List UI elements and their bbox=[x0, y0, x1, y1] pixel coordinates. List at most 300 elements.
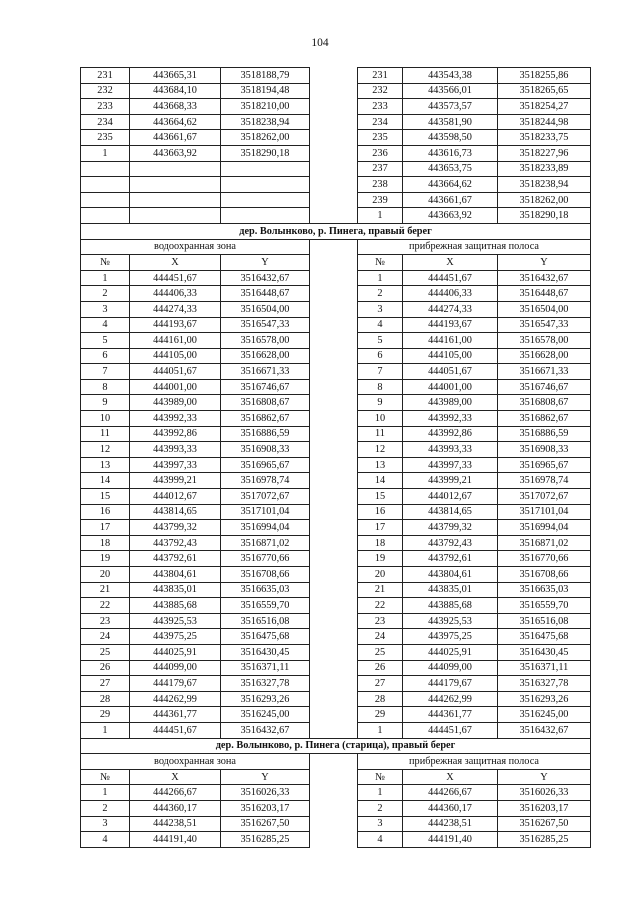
header-x: X bbox=[130, 255, 221, 271]
left-cell-x: 444238,51 bbox=[130, 816, 221, 832]
left-cell-x: 443663,92 bbox=[130, 145, 221, 161]
left-cell-y: 3516432,67 bbox=[221, 722, 310, 738]
left-cell-x: 443799,32 bbox=[130, 520, 221, 536]
left-cell-y: 3517072,67 bbox=[221, 489, 310, 505]
left-cell-y: 3518238,94 bbox=[221, 114, 310, 130]
spacer-cell bbox=[310, 255, 358, 271]
left-cell-x: 443684,10 bbox=[130, 83, 221, 99]
left-cell-y: 3516770,66 bbox=[221, 551, 310, 567]
left-cell-empty bbox=[81, 177, 130, 193]
table-row bbox=[81, 192, 591, 208]
right-cell-y: 3516770,66 bbox=[498, 551, 591, 567]
right-cell-x: 444238,51 bbox=[403, 816, 498, 832]
right-cell-no: 6 bbox=[358, 348, 403, 364]
left-cell-x: 444105,00 bbox=[130, 348, 221, 364]
right-cell-x: 443661,67 bbox=[403, 192, 498, 208]
left-cell-x: 444361,77 bbox=[130, 707, 221, 723]
left-cell-no: 3 bbox=[81, 816, 130, 832]
left-cell-x: 444191,40 bbox=[130, 832, 221, 848]
left-cell-empty bbox=[81, 192, 130, 208]
left-cell-no: 14 bbox=[81, 473, 130, 489]
left-cell-y: 3518210,00 bbox=[221, 99, 310, 115]
left-cell-empty bbox=[221, 208, 310, 224]
table-row bbox=[81, 270, 591, 286]
spacer-cell bbox=[310, 769, 358, 785]
right-cell-x: 444001,00 bbox=[403, 379, 498, 395]
left-cell-x: 444051,67 bbox=[130, 364, 221, 380]
right-cell-x: 444361,77 bbox=[403, 707, 498, 723]
right-cell-x: 444105,00 bbox=[403, 348, 498, 364]
spacer-cell bbox=[310, 348, 358, 364]
table-row bbox=[81, 395, 591, 411]
spacer-cell bbox=[310, 426, 358, 442]
left-cell-no: 12 bbox=[81, 442, 130, 458]
left-cell-y: 3518194,48 bbox=[221, 83, 310, 99]
section-title-row bbox=[81, 223, 591, 239]
left-cell-no: 22 bbox=[81, 598, 130, 614]
left-cell-x: 443792,43 bbox=[130, 535, 221, 551]
left-cell-no: 4 bbox=[81, 832, 130, 848]
spacer-cell bbox=[310, 177, 358, 193]
right-cell-x: 443566,01 bbox=[403, 83, 498, 99]
table-row bbox=[81, 473, 591, 489]
right-cell-no: 21 bbox=[358, 582, 403, 598]
table-row bbox=[81, 816, 591, 832]
right-cell-y: 3516559,70 bbox=[498, 598, 591, 614]
right-cell-no: 238 bbox=[358, 177, 403, 193]
left-cell-y: 3516516,08 bbox=[221, 613, 310, 629]
table-row bbox=[81, 832, 591, 848]
spacer-cell bbox=[310, 660, 358, 676]
water-protection-zone-label: водоохранная зона bbox=[81, 239, 310, 255]
spacer-cell bbox=[310, 208, 358, 224]
spacer-cell bbox=[310, 489, 358, 505]
left-cell-y: 3516245,00 bbox=[221, 707, 310, 723]
right-cell-x: 444191,40 bbox=[403, 832, 498, 848]
left-cell-y: 3516871,02 bbox=[221, 535, 310, 551]
spacer-cell bbox=[310, 520, 358, 536]
right-cell-no: 17 bbox=[358, 520, 403, 536]
coordinates-table bbox=[80, 67, 591, 848]
section-title-row bbox=[81, 738, 591, 754]
spacer-cell bbox=[310, 644, 358, 660]
left-cell-x: 444406,33 bbox=[130, 286, 221, 302]
right-cell-no: 233 bbox=[358, 99, 403, 115]
right-cell-no: 1 bbox=[358, 270, 403, 286]
right-cell-y: 3516547,33 bbox=[498, 317, 591, 333]
table-row bbox=[81, 489, 591, 505]
right-cell-no: 237 bbox=[358, 161, 403, 177]
right-cell-y: 3516448,67 bbox=[498, 286, 591, 302]
left-cell-no: 1 bbox=[81, 785, 130, 801]
left-cell-y: 3517101,04 bbox=[221, 504, 310, 520]
left-cell-no: 15 bbox=[81, 489, 130, 505]
right-cell-x: 443663,92 bbox=[403, 208, 498, 224]
right-cell-y: 3516978,74 bbox=[498, 473, 591, 489]
left-cell-no: 3 bbox=[81, 301, 130, 317]
header-y: Y bbox=[221, 255, 310, 271]
left-cell-no: 233 bbox=[81, 99, 130, 115]
right-cell-no: 7 bbox=[358, 364, 403, 380]
left-cell-empty bbox=[130, 208, 221, 224]
right-cell-y: 3518265,65 bbox=[498, 83, 591, 99]
left-cell-y: 3516862,67 bbox=[221, 411, 310, 427]
left-cell-y: 3516327,78 bbox=[221, 676, 310, 692]
left-cell-no: 27 bbox=[81, 676, 130, 692]
right-cell-x: 443792,43 bbox=[403, 535, 498, 551]
left-cell-x: 443665,31 bbox=[130, 68, 221, 84]
right-cell-no: 4 bbox=[358, 832, 403, 848]
spacer-cell bbox=[310, 114, 358, 130]
left-cell-x: 444179,67 bbox=[130, 676, 221, 692]
left-cell-x: 444012,67 bbox=[130, 489, 221, 505]
table-row bbox=[81, 800, 591, 816]
right-cell-y: 3516371,11 bbox=[498, 660, 591, 676]
left-cell-x: 443668,33 bbox=[130, 99, 221, 115]
left-cell-no: 16 bbox=[81, 504, 130, 520]
right-cell-x: 444179,67 bbox=[403, 676, 498, 692]
right-cell-x: 443992,86 bbox=[403, 426, 498, 442]
table-row bbox=[81, 161, 591, 177]
right-cell-y: 3516516,08 bbox=[498, 613, 591, 629]
left-cell-x: 444262,99 bbox=[130, 691, 221, 707]
table-row bbox=[81, 333, 591, 349]
right-cell-y: 3516886,59 bbox=[498, 426, 591, 442]
right-cell-no: 234 bbox=[358, 114, 403, 130]
right-cell-no: 19 bbox=[358, 551, 403, 567]
table-row bbox=[81, 676, 591, 692]
spacer-cell bbox=[310, 130, 358, 146]
right-cell-no: 1 bbox=[358, 785, 403, 801]
header-y: Y bbox=[498, 255, 591, 271]
right-cell-no: 13 bbox=[358, 457, 403, 473]
left-cell-empty bbox=[130, 192, 221, 208]
right-cell-y: 3516504,00 bbox=[498, 301, 591, 317]
spacer-cell bbox=[310, 411, 358, 427]
table-row bbox=[81, 785, 591, 801]
right-cell-x: 443581,90 bbox=[403, 114, 498, 130]
table-row bbox=[81, 114, 591, 130]
right-cell-x: 444099,00 bbox=[403, 660, 498, 676]
right-cell-x: 444451,67 bbox=[403, 722, 498, 738]
left-cell-no: 5 bbox=[81, 333, 130, 349]
column-header-row bbox=[81, 255, 591, 271]
left-cell-x: 444266,67 bbox=[130, 785, 221, 801]
left-cell-x: 443925,53 bbox=[130, 613, 221, 629]
right-cell-no: 20 bbox=[358, 567, 403, 583]
right-cell-x: 443653,75 bbox=[403, 161, 498, 177]
left-cell-y: 3516671,33 bbox=[221, 364, 310, 380]
table-row bbox=[81, 660, 591, 676]
spacer-cell bbox=[310, 535, 358, 551]
left-cell-x: 443804,61 bbox=[130, 567, 221, 583]
left-cell-no: 7 bbox=[81, 364, 130, 380]
left-cell-y: 3516978,74 bbox=[221, 473, 310, 489]
right-cell-no: 236 bbox=[358, 145, 403, 161]
header-x: X bbox=[403, 769, 498, 785]
left-cell-empty bbox=[221, 177, 310, 193]
left-cell-no: 19 bbox=[81, 551, 130, 567]
table-row bbox=[81, 691, 591, 707]
right-cell-x: 444161,00 bbox=[403, 333, 498, 349]
right-cell-y: 3518238,94 bbox=[498, 177, 591, 193]
left-cell-no: 17 bbox=[81, 520, 130, 536]
left-cell-x: 444274,33 bbox=[130, 301, 221, 317]
spacer-cell bbox=[310, 68, 358, 84]
right-cell-x: 444266,67 bbox=[403, 785, 498, 801]
right-cell-x: 444262,99 bbox=[403, 691, 498, 707]
table-row bbox=[81, 598, 591, 614]
right-cell-y: 3516628,00 bbox=[498, 348, 591, 364]
left-cell-no: 29 bbox=[81, 707, 130, 723]
right-cell-x: 443799,32 bbox=[403, 520, 498, 536]
spacer-cell bbox=[310, 442, 358, 458]
column-header-row bbox=[81, 769, 591, 785]
right-cell-y: 3517101,04 bbox=[498, 504, 591, 520]
spacer-cell bbox=[310, 317, 358, 333]
spacer-cell bbox=[310, 301, 358, 317]
left-cell-x: 443664,62 bbox=[130, 114, 221, 130]
table-row bbox=[81, 582, 591, 598]
table-row bbox=[81, 442, 591, 458]
coastal-protection-strip-label: прибрежная защитная полоса bbox=[358, 239, 591, 255]
left-cell-empty bbox=[221, 192, 310, 208]
section-title: дер. Волынково, р. Пинега, правый берег bbox=[81, 223, 591, 239]
spacer-cell bbox=[310, 504, 358, 520]
table-row bbox=[81, 99, 591, 115]
right-cell-no: 239 bbox=[358, 192, 403, 208]
table-row bbox=[81, 613, 591, 629]
spacer-cell bbox=[310, 582, 358, 598]
spacer-cell bbox=[310, 145, 358, 161]
left-cell-y: 3516746,67 bbox=[221, 379, 310, 395]
left-cell-no: 11 bbox=[81, 426, 130, 442]
right-cell-x: 443993,33 bbox=[403, 442, 498, 458]
right-cell-no: 16 bbox=[358, 504, 403, 520]
right-cell-x: 444025,91 bbox=[403, 644, 498, 660]
spacer-cell bbox=[310, 379, 358, 395]
table-row bbox=[81, 567, 591, 583]
right-cell-x: 443885,68 bbox=[403, 598, 498, 614]
left-cell-y: 3516559,70 bbox=[221, 598, 310, 614]
right-cell-no: 27 bbox=[358, 676, 403, 692]
left-cell-x: 443835,01 bbox=[130, 582, 221, 598]
right-cell-y: 3516671,33 bbox=[498, 364, 591, 380]
right-cell-y: 3516871,02 bbox=[498, 535, 591, 551]
spacer-cell bbox=[310, 551, 358, 567]
left-cell-x: 444451,67 bbox=[130, 722, 221, 738]
table-row bbox=[81, 301, 591, 317]
spacer-cell bbox=[310, 691, 358, 707]
zone-label-row bbox=[81, 754, 591, 770]
right-cell-x: 444274,33 bbox=[403, 301, 498, 317]
left-cell-x: 443999,21 bbox=[130, 473, 221, 489]
left-cell-y: 3516628,00 bbox=[221, 348, 310, 364]
left-cell-y: 3516448,67 bbox=[221, 286, 310, 302]
left-cell-empty bbox=[130, 177, 221, 193]
right-cell-no: 18 bbox=[358, 535, 403, 551]
right-cell-y: 3518233,89 bbox=[498, 161, 591, 177]
table-row bbox=[81, 317, 591, 333]
zone-label-row bbox=[81, 239, 591, 255]
spacer-cell bbox=[310, 192, 358, 208]
left-cell-y: 3516808,67 bbox=[221, 395, 310, 411]
right-cell-y: 3518227,96 bbox=[498, 145, 591, 161]
left-cell-no: 1 bbox=[81, 722, 130, 738]
right-cell-y: 3516994,04 bbox=[498, 520, 591, 536]
right-cell-x: 444360,17 bbox=[403, 800, 498, 816]
left-cell-no: 21 bbox=[81, 582, 130, 598]
right-cell-x: 443835,01 bbox=[403, 582, 498, 598]
spacer-cell bbox=[310, 816, 358, 832]
left-cell-y: 3516293,26 bbox=[221, 691, 310, 707]
left-cell-x: 444360,17 bbox=[130, 800, 221, 816]
left-cell-y: 3518262,00 bbox=[221, 130, 310, 146]
right-cell-y: 3516708,66 bbox=[498, 567, 591, 583]
right-cell-no: 2 bbox=[358, 286, 403, 302]
left-cell-no: 26 bbox=[81, 660, 130, 676]
table-row bbox=[81, 644, 591, 660]
spacer-cell bbox=[310, 800, 358, 816]
water-protection-zone-label: водоохранная зона bbox=[81, 754, 310, 770]
spacer-cell bbox=[310, 567, 358, 583]
table-row bbox=[81, 457, 591, 473]
right-cell-no: 3 bbox=[358, 816, 403, 832]
left-cell-x: 444025,91 bbox=[130, 644, 221, 660]
left-cell-y: 3516708,66 bbox=[221, 567, 310, 583]
right-cell-x: 443925,53 bbox=[403, 613, 498, 629]
left-cell-y: 3516635,03 bbox=[221, 582, 310, 598]
left-cell-x: 443992,33 bbox=[130, 411, 221, 427]
left-cell-no: 1 bbox=[81, 270, 130, 286]
table-row bbox=[81, 364, 591, 380]
right-cell-y: 3516203,17 bbox=[498, 800, 591, 816]
right-cell-y: 3516285,25 bbox=[498, 832, 591, 848]
left-cell-y: 3516267,50 bbox=[221, 816, 310, 832]
table-row bbox=[81, 707, 591, 723]
table-row bbox=[81, 130, 591, 146]
section-title: дер. Волынково, р. Пинега (старица), правый берег bbox=[81, 738, 591, 754]
spacer-cell bbox=[310, 161, 358, 177]
right-cell-no: 232 bbox=[358, 83, 403, 99]
right-cell-x: 444051,67 bbox=[403, 364, 498, 380]
header-x: X bbox=[403, 255, 498, 271]
spacer-cell bbox=[310, 286, 358, 302]
table-row bbox=[81, 145, 591, 161]
right-cell-no: 25 bbox=[358, 644, 403, 660]
right-cell-y: 3518244,98 bbox=[498, 114, 591, 130]
table-row bbox=[81, 286, 591, 302]
right-cell-x: 443992,33 bbox=[403, 411, 498, 427]
right-cell-y: 3518255,86 bbox=[498, 68, 591, 84]
right-cell-no: 23 bbox=[358, 613, 403, 629]
left-cell-x: 443997,33 bbox=[130, 457, 221, 473]
left-cell-no: 20 bbox=[81, 567, 130, 583]
left-cell-y: 3516547,33 bbox=[221, 317, 310, 333]
right-cell-x: 443999,21 bbox=[403, 473, 498, 489]
left-cell-x: 444161,00 bbox=[130, 333, 221, 349]
left-cell-y: 3518188,79 bbox=[221, 68, 310, 84]
left-cell-no: 6 bbox=[81, 348, 130, 364]
right-cell-no: 2 bbox=[358, 800, 403, 816]
header-x: X bbox=[130, 769, 221, 785]
left-cell-no: 13 bbox=[81, 457, 130, 473]
spacer-cell bbox=[310, 270, 358, 286]
left-cell-no: 24 bbox=[81, 629, 130, 645]
left-cell-y: 3516994,04 bbox=[221, 520, 310, 536]
right-cell-no: 1 bbox=[358, 722, 403, 738]
left-cell-no: 23 bbox=[81, 613, 130, 629]
left-cell-y: 3516430,45 bbox=[221, 644, 310, 660]
spacer-cell bbox=[310, 707, 358, 723]
header-y: Y bbox=[221, 769, 310, 785]
header-no: № bbox=[81, 255, 130, 271]
right-cell-no: 22 bbox=[358, 598, 403, 614]
right-cell-no: 9 bbox=[358, 395, 403, 411]
left-cell-y: 3516432,67 bbox=[221, 270, 310, 286]
table-row bbox=[81, 83, 591, 99]
spacer-cell bbox=[310, 629, 358, 645]
table-row bbox=[81, 379, 591, 395]
table-row bbox=[81, 411, 591, 427]
right-cell-y: 3516862,67 bbox=[498, 411, 591, 427]
right-cell-no: 12 bbox=[358, 442, 403, 458]
left-cell-no: 4 bbox=[81, 317, 130, 333]
right-cell-x: 443792,61 bbox=[403, 551, 498, 567]
spacer-cell bbox=[310, 676, 358, 692]
spacer-cell bbox=[310, 832, 358, 848]
right-cell-no: 26 bbox=[358, 660, 403, 676]
right-cell-no: 8 bbox=[358, 379, 403, 395]
left-cell-x: 444099,00 bbox=[130, 660, 221, 676]
left-cell-no: 8 bbox=[81, 379, 130, 395]
right-cell-y: 3516026,33 bbox=[498, 785, 591, 801]
left-cell-x: 443989,00 bbox=[130, 395, 221, 411]
left-cell-x: 443993,33 bbox=[130, 442, 221, 458]
left-cell-y: 3516908,33 bbox=[221, 442, 310, 458]
left-cell-x: 443975,25 bbox=[130, 629, 221, 645]
left-cell-x: 443992,86 bbox=[130, 426, 221, 442]
right-cell-no: 1 bbox=[358, 208, 403, 224]
right-cell-y: 3516965,67 bbox=[498, 457, 591, 473]
left-cell-x: 444001,00 bbox=[130, 379, 221, 395]
right-cell-y: 3516432,67 bbox=[498, 270, 591, 286]
right-cell-y: 3516475,68 bbox=[498, 629, 591, 645]
table-row bbox=[81, 535, 591, 551]
header-no: № bbox=[358, 255, 403, 271]
right-cell-x: 443804,61 bbox=[403, 567, 498, 583]
left-cell-y: 3516371,11 bbox=[221, 660, 310, 676]
header-no: № bbox=[81, 769, 130, 785]
right-cell-x: 443814,65 bbox=[403, 504, 498, 520]
spacer-cell bbox=[310, 364, 358, 380]
left-cell-x: 444451,67 bbox=[130, 270, 221, 286]
right-cell-x: 443975,25 bbox=[403, 629, 498, 645]
left-cell-no: 2 bbox=[81, 800, 130, 816]
left-cell-y: 3516965,67 bbox=[221, 457, 310, 473]
right-cell-x: 443573,57 bbox=[403, 99, 498, 115]
left-cell-no: 18 bbox=[81, 535, 130, 551]
right-cell-no: 29 bbox=[358, 707, 403, 723]
spacer-cell bbox=[310, 613, 358, 629]
right-cell-no: 24 bbox=[358, 629, 403, 645]
right-cell-no: 4 bbox=[358, 317, 403, 333]
left-cell-no: 25 bbox=[81, 644, 130, 660]
left-cell-no: 1 bbox=[81, 145, 130, 161]
spacer-cell bbox=[310, 333, 358, 349]
right-cell-y: 3516245,00 bbox=[498, 707, 591, 723]
spacer-cell bbox=[310, 239, 358, 255]
